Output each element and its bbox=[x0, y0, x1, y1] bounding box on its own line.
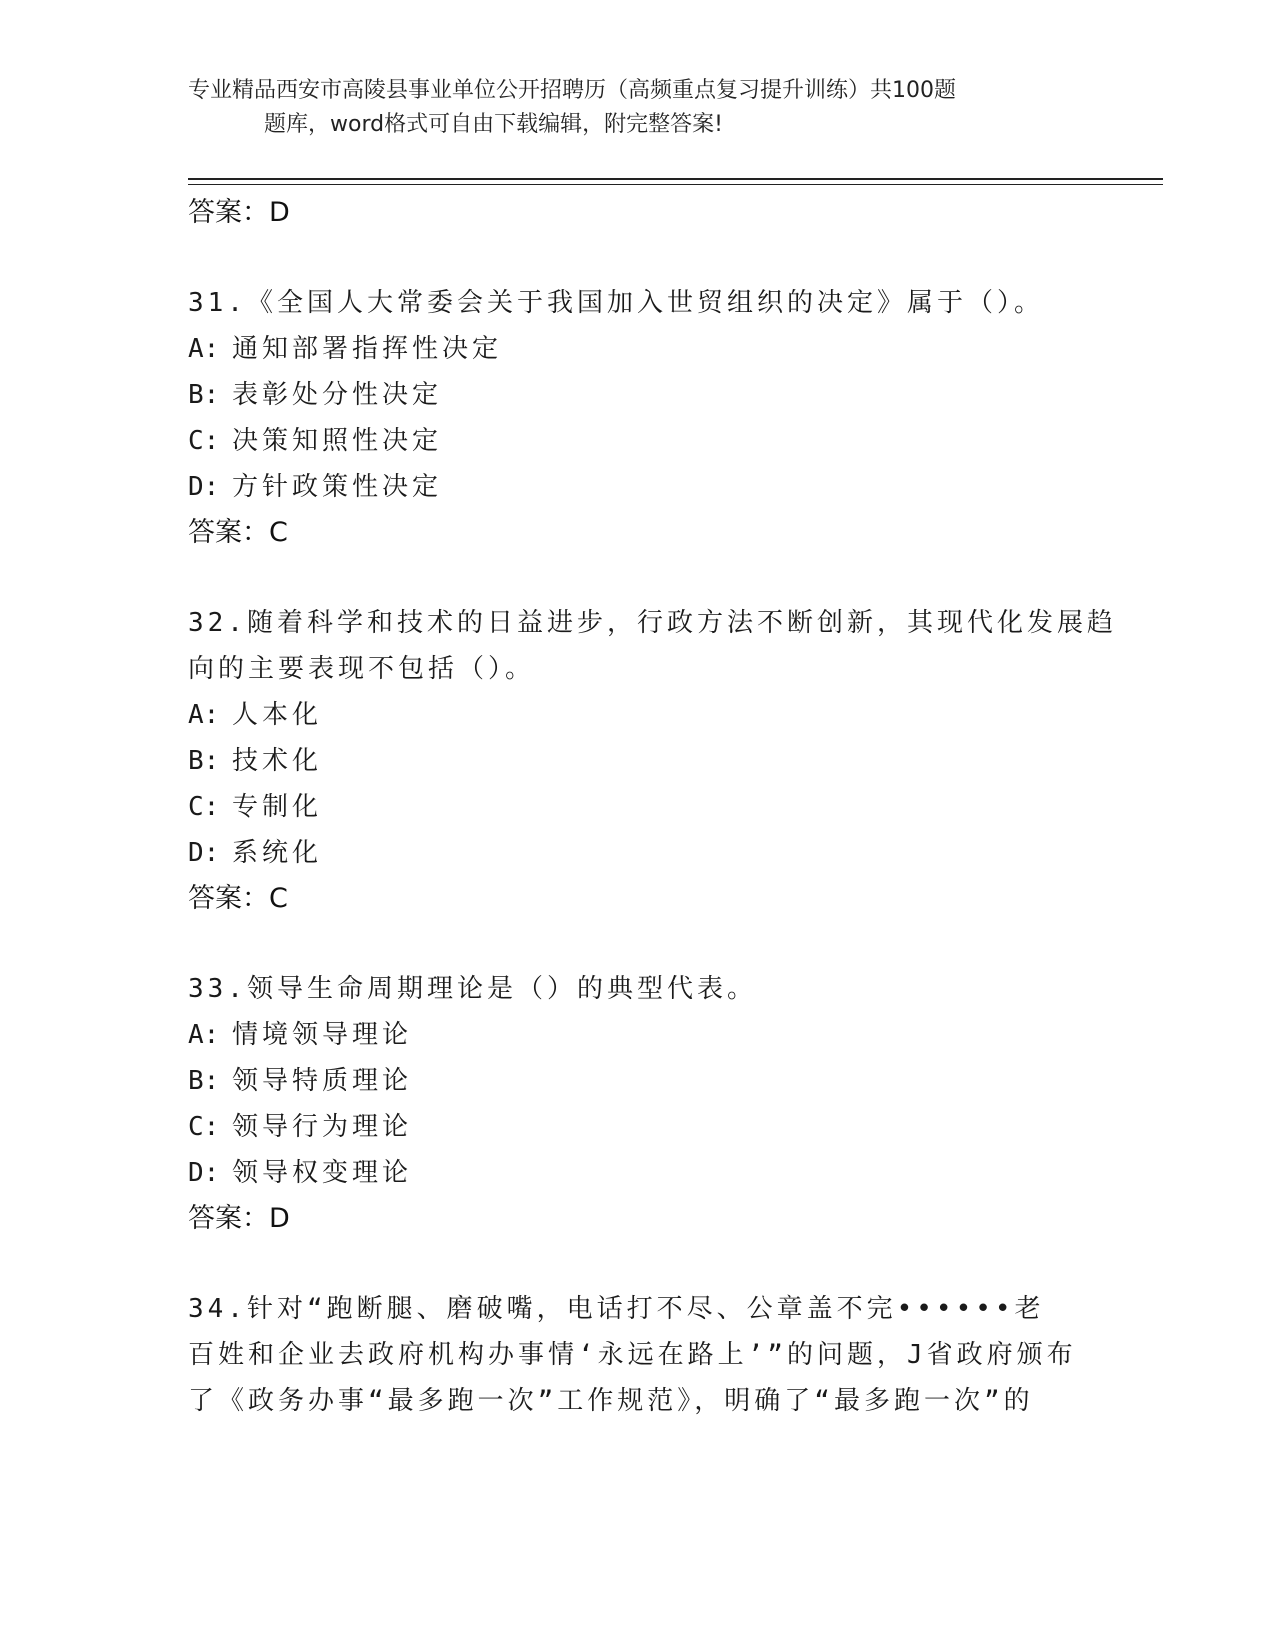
question-text: 33.领导生命周期理论是（）的典型代表。 bbox=[188, 974, 757, 1004]
option-letter: B: bbox=[188, 380, 220, 410]
answer-line: 答案：C bbox=[188, 883, 288, 914]
question-33 bbox=[188, 966, 1088, 1242]
option-a bbox=[188, 326, 1088, 372]
question-text: 百姓和企业去政府机构办事情‘永远在路上’”的问题，J省政府颁布 bbox=[188, 1340, 1077, 1370]
header-rule-thick bbox=[188, 178, 1163, 180]
question-text: 34.针对“跑断腿、磨破嘴，电话打不尽、公章盖不完••••••老 bbox=[188, 1294, 1045, 1324]
question-34 bbox=[188, 1286, 1088, 1424]
option-letter: C: bbox=[188, 1112, 220, 1142]
header-rule-thin bbox=[188, 184, 1163, 185]
option-letter: A: bbox=[188, 334, 220, 364]
option-letter: B: bbox=[188, 746, 220, 776]
option-text: 系统化 bbox=[232, 838, 323, 868]
option-letter: C: bbox=[188, 792, 220, 822]
answer-line: 答案：D bbox=[188, 1203, 290, 1234]
header-title-line1: 专业精品西安市高陵县事业单位公开招聘历（高频重点复习提升训练）共100题 bbox=[188, 78, 956, 103]
option-letter: D: bbox=[188, 838, 220, 868]
option-letter: A: bbox=[188, 700, 220, 730]
option-text: 专制化 bbox=[232, 792, 323, 822]
option-letter: D: bbox=[188, 472, 220, 502]
option-text: 领导权变理论 bbox=[232, 1158, 413, 1188]
document-header bbox=[188, 74, 1088, 142]
option-letter: B: bbox=[188, 1066, 220, 1096]
option-text: 通知部署指挥性决定 bbox=[232, 334, 503, 364]
option-d bbox=[188, 1150, 1088, 1196]
option-a bbox=[188, 692, 1088, 738]
option-d bbox=[188, 464, 1088, 510]
option-text: 情境领导理论 bbox=[232, 1020, 413, 1050]
option-text: 方针政策性决定 bbox=[232, 472, 443, 502]
header-title-line2: 题库，word格式可自由下载编辑，附完整答案! bbox=[264, 112, 723, 137]
question-text: 32.随着科学和技术的日益进步，行政方法不断创新，其现代化发展趋 bbox=[188, 608, 1117, 638]
option-text: 领导行为理论 bbox=[232, 1112, 413, 1142]
option-text: 领导特质理论 bbox=[232, 1066, 413, 1096]
option-d bbox=[188, 830, 1088, 876]
option-c bbox=[188, 784, 1088, 830]
answer-line: 答案：C bbox=[188, 517, 288, 548]
question-list bbox=[188, 190, 1117, 1424]
option-letter: D: bbox=[188, 1158, 220, 1188]
option-b bbox=[188, 738, 1088, 784]
option-letter: C: bbox=[188, 426, 220, 456]
question-text: 向的主要表现不包括（）。 bbox=[188, 654, 536, 684]
option-b bbox=[188, 372, 1088, 418]
option-c bbox=[188, 1104, 1088, 1150]
option-a bbox=[188, 1012, 1088, 1058]
option-c bbox=[188, 418, 1088, 464]
option-text: 技术化 bbox=[232, 746, 323, 776]
question-text: 31.《全国人大常委会关于我国加入世贸组织的决定》属于（）。 bbox=[188, 288, 1044, 318]
question-text: 了《政务办事“最多跑一次”工作规范》，明确了“最多跑一次”的 bbox=[188, 1386, 1034, 1416]
option-b bbox=[188, 1058, 1088, 1104]
question-32 bbox=[188, 600, 1117, 922]
previous-answer: 答案：D bbox=[188, 197, 290, 228]
question-31 bbox=[188, 280, 1088, 556]
option-text: 决策知照性决定 bbox=[232, 426, 443, 456]
option-text: 表彰处分性决定 bbox=[232, 380, 443, 410]
option-letter: A: bbox=[188, 1020, 220, 1050]
option-text: 人本化 bbox=[232, 700, 323, 730]
